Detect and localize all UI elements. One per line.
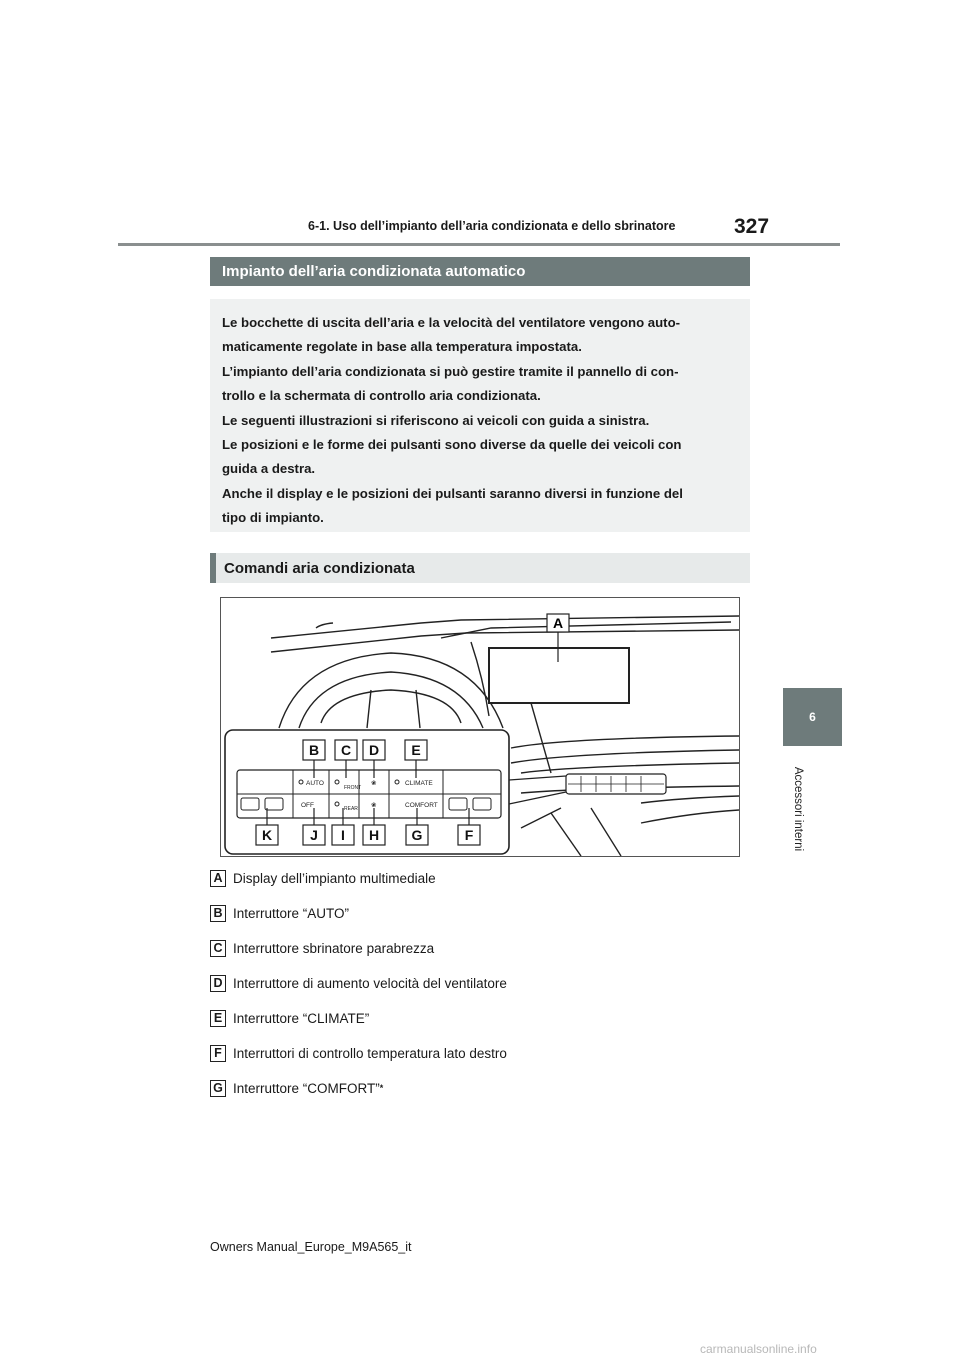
callout-f: F — [464, 827, 474, 843]
callout-g: G — [411, 827, 423, 843]
legend-key: D — [210, 975, 226, 992]
intro-box — [210, 299, 750, 532]
legend-item-b — [210, 903, 349, 923]
callout-d: D — [368, 742, 380, 758]
fan-up-icon: ❀ — [371, 780, 377, 787]
callout-b: B — [308, 742, 320, 758]
legend-key: C — [210, 940, 226, 957]
section-title-automatic-ac: Impianto dell’aria condizionata automatico — [210, 257, 750, 286]
chapter-header: 6-1. Uso dell’impianto dell’aria condizionata e dello sbrinatore — [308, 219, 676, 233]
legend-key: G — [210, 1080, 226, 1097]
section-title-ac-controls: Comandi aria condizionata — [210, 553, 750, 583]
legend-key: B — [210, 905, 226, 922]
ac-controls-illustration — [220, 597, 740, 857]
legend-item-d — [210, 973, 507, 993]
callout-k: K — [261, 827, 273, 843]
intro-line: trollo e la schermata di controllo aria condizionata. — [222, 388, 541, 404]
callout-c: C — [340, 742, 352, 758]
callout-h: H — [368, 827, 380, 843]
legend-key: A — [210, 870, 226, 887]
btn-climate-label: CLIMATE — [405, 780, 433, 787]
btn-comfort-label: COMFORT — [405, 802, 438, 809]
intro-line: L’impianto dell’aria condizionata si può gestire tramite il pannello di con- — [222, 363, 679, 379]
legend-text: Interruttore di aumento velocità del ventilatore — [233, 975, 507, 991]
intro-line: guida a destra. — [222, 461, 316, 477]
legend-item-a — [210, 868, 436, 888]
btn-auto-label: AUTO — [306, 780, 324, 787]
legend-item-c — [210, 938, 434, 958]
intro-line: Anche il display e le posizioni dei pulsanti saranno diversi in funzione del — [222, 485, 683, 501]
btn-off-label: OFF — [301, 802, 314, 809]
intro-line: tipo di impianto. — [222, 510, 324, 526]
intro-line: maticamente regolate in base alla temperatura impostata. — [222, 339, 582, 355]
chapter-side-label — [782, 753, 812, 871]
callout-e: E — [411, 742, 421, 758]
legend-text: Interruttore “CLIMATE” — [233, 1010, 370, 1026]
legend-text: Interruttore sbrinatore parabrezza — [233, 940, 435, 956]
header-rule — [118, 243, 840, 246]
legend-text: Interruttori di controllo temperatura lato destro — [233, 1045, 507, 1061]
legend-text: Interruttore “AUTO” — [233, 905, 350, 921]
intro-line: Le seguenti illustrazioni si riferiscono ai veicoli con guida a sinistra. — [222, 412, 650, 428]
btn-front-label: FRONT — [344, 785, 362, 791]
legend-key: E — [210, 1010, 226, 1027]
dashboard-drawing — [221, 598, 739, 856]
legend-item-g — [210, 1078, 383, 1098]
watermark: carmanualsonline.info — [700, 1342, 817, 1356]
callout-i: I — [341, 827, 345, 843]
footer: Owners Manual_Europe_M9A565_it — [210, 1240, 412, 1254]
chapter-tab: 6 — [783, 688, 842, 746]
fan-down-icon: ❀ — [371, 802, 377, 809]
legend-item-e — [210, 1008, 369, 1028]
btn-rear-label: REAR — [344, 806, 358, 812]
legend-key: F — [210, 1045, 226, 1062]
intro-line: Le bocchette di uscita dell’aria e la velocità del ventilatore vengono auto- — [222, 315, 681, 330]
intro-line: Le posizioni e le forme dei pulsanti sono diverse da quelle dei veicoli con — [222, 437, 682, 453]
legend-text: Display dell’impianto multimediale — [233, 870, 436, 886]
callout-j: J — [310, 827, 318, 843]
footnote-asterisk: * — [379, 1083, 384, 1093]
legend-text: Interruttore “COMFORT” — [233, 1080, 380, 1096]
legend-item-f — [210, 1043, 507, 1063]
chapter-side-label-text: Accessori interni — [792, 766, 804, 852]
page-number: 327 — [734, 215, 770, 238]
callout-a-label: A — [552, 615, 564, 631]
